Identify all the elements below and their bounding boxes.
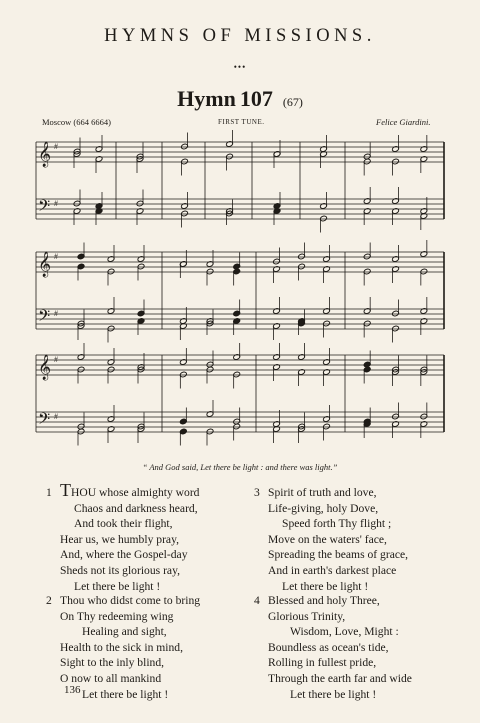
running-header: HYMNS OF MISSIONS.	[104, 26, 376, 46]
verse-1	[46, 480, 200, 594]
verse-line: Through the earth far and wide	[268, 671, 412, 685]
verse-line: And, where the Gospel-day	[60, 548, 188, 562]
verse-line: Spreading the beams of grace,	[268, 548, 409, 562]
tune-name: Moscow (664 6664)	[42, 117, 111, 127]
verse-line: And took their flight,	[74, 517, 173, 531]
verse-line: Sheds not its glorious ray,	[60, 563, 181, 577]
verse-line: On Thy redeeming wing	[60, 609, 174, 623]
verse-line: Move on the waters' face,	[268, 532, 387, 546]
verse-line: Let there be light !	[74, 579, 161, 593]
bass-clef-icon: 𝄢	[38, 307, 51, 329]
page-number: 136	[64, 684, 81, 696]
verse-line: Boundless as ocean's tide,	[268, 640, 389, 654]
verse-line: Sight to the inly blind,	[60, 656, 165, 670]
ornament-divider: •••	[233, 62, 247, 72]
verse-line: Spirit of truth and love,	[268, 486, 377, 499]
verse-number: 3	[254, 486, 260, 499]
sharp-icon: #	[54, 142, 58, 151]
composer: Felice Giardini.	[376, 117, 431, 127]
verse-line: Let there be light !	[282, 579, 369, 593]
verse-line: Healing and sight,	[82, 625, 167, 639]
verse-line: Chaos and darkness heard,	[74, 501, 198, 515]
verse-line: Let there be light !	[290, 687, 377, 701]
sharp-icon: #	[54, 355, 58, 364]
hymn-alt-number: (67)	[282, 95, 303, 109]
hymn-word: Hymn	[177, 86, 236, 111]
verse-3	[254, 485, 409, 594]
tune-label: FIRST TUNE.	[218, 118, 265, 126]
sharp-icon: #	[54, 199, 58, 208]
verse-line: Health to the sick in mind,	[60, 640, 184, 654]
verse-number: 2	[46, 594, 52, 607]
sharp-icon: #	[54, 309, 58, 318]
verse-line: And in earth's darkest place	[268, 563, 397, 577]
treble-clef-icon: 𝄞	[38, 355, 52, 380]
verse-line: HOU whose almighty word	[71, 486, 200, 499]
verse-line: Blessed and holy Three,	[268, 594, 380, 607]
hymn-number: 107	[239, 86, 273, 111]
treble-clef-icon: 𝄞	[38, 252, 52, 277]
verse-line: Let there be light !	[82, 687, 169, 701]
bass-clef-icon: 𝄢	[38, 197, 51, 219]
verse-line: Speed forth Thy flight ;	[282, 517, 392, 531]
treble-clef-icon: 𝄞	[38, 142, 52, 167]
verse-line: Life-giving, holy Dove,	[268, 501, 379, 515]
verse-line: Glorious Trinity,	[268, 609, 346, 623]
epigraph: “ And God said, Let there be light : and there was light.”	[142, 462, 338, 472]
verse-line: Rolling in fullest pride,	[268, 656, 377, 670]
verse-line: Hear us, we humbly pray,	[60, 532, 180, 546]
drop-cap: T	[60, 480, 71, 500]
sharp-icon: #	[54, 252, 58, 261]
verse-number: 1	[46, 486, 52, 499]
verse-line: O now to all mankind	[60, 671, 162, 685]
verse-2	[46, 593, 201, 702]
verse-4	[254, 593, 412, 702]
verse-line: Wisdom, Love, Might :	[290, 625, 399, 639]
bass-clef-icon: 𝄢	[38, 410, 51, 432]
verse-number: 4	[254, 594, 260, 607]
verse-line: Thou who didst come to bring	[60, 594, 201, 607]
sharp-icon: #	[54, 412, 58, 421]
